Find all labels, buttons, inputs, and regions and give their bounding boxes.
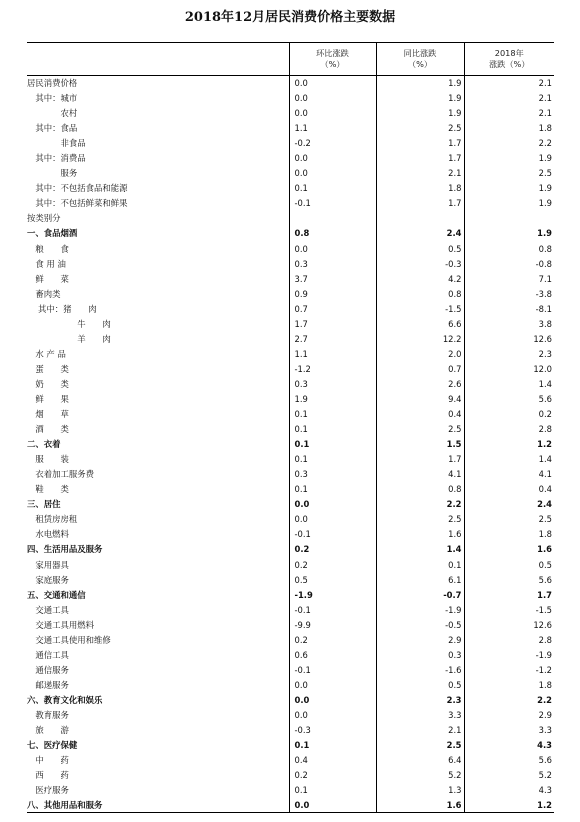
table-row — [27, 391, 554, 406]
year-value: 0.8 — [464, 241, 554, 256]
year-value: 5.2 — [464, 768, 554, 783]
mom-value: 0.0 — [289, 677, 376, 692]
yoy-value — [376, 211, 464, 226]
table-row — [27, 723, 554, 738]
row-label: 羊 肉 — [27, 333, 111, 344]
row-label: 服 装 — [27, 454, 69, 465]
yoy-value: 2.6 — [376, 376, 464, 391]
yoy-value: 5.2 — [376, 768, 464, 783]
table-row — [27, 497, 554, 512]
mom-value: 0.1 — [289, 181, 376, 196]
mom-value — [289, 211, 376, 226]
table-row — [27, 437, 554, 452]
year-value: 1.7 — [464, 587, 554, 602]
yoy-value: 2.5 — [376, 121, 464, 136]
mom-value: 1.1 — [289, 346, 376, 361]
page-title: 2018年12月居民消费价格主要数据 — [184, 10, 396, 25]
table-row — [27, 738, 554, 753]
year-value: 12.6 — [464, 617, 554, 632]
row-label: 按类别分 — [27, 213, 61, 224]
table-row — [27, 226, 554, 241]
mom-value: -1.9 — [289, 587, 376, 602]
table-row — [27, 422, 554, 437]
mom-value: 0.1 — [289, 422, 376, 437]
table-row — [27, 617, 554, 632]
mom-value: 0.3 — [289, 467, 376, 482]
row-label: 邮递服务 — [27, 679, 69, 690]
yoy-value: 0.8 — [376, 286, 464, 301]
yoy-value: 0.5 — [376, 241, 464, 256]
row-label: 家用器具 — [27, 559, 69, 570]
yoy-value: 0.4 — [376, 407, 464, 422]
mom-value: 2.7 — [289, 331, 376, 346]
table-row — [27, 768, 554, 783]
row-label: 其中：不包括食品和能源 — [27, 183, 128, 194]
cpi-table — [27, 42, 554, 813]
year-value: 7.1 — [464, 271, 554, 286]
year-value: 2.1 — [464, 76, 554, 91]
table-row — [27, 256, 554, 271]
row-label: 居民消费价格 — [27, 78, 78, 89]
mom-value: 0.1 — [289, 452, 376, 467]
year-value: 1.8 — [464, 527, 554, 542]
yoy-value: 2.2 — [376, 497, 464, 512]
mom-value: 0.0 — [289, 497, 376, 512]
mom-value: 3.7 — [289, 271, 376, 286]
year-value: 2.1 — [464, 91, 554, 106]
mom-value: 0.6 — [289, 647, 376, 662]
table-row — [27, 166, 554, 181]
header-year — [464, 43, 554, 76]
table-row — [27, 452, 554, 467]
yoy-value: 6.4 — [376, 753, 464, 768]
year-value: 5.6 — [464, 572, 554, 587]
yoy-value: 1.7 — [376, 196, 464, 211]
mom-value: 0.2 — [289, 768, 376, 783]
mom-value: 0.1 — [289, 407, 376, 422]
year-value: 1.8 — [464, 121, 554, 136]
row-label: 三、居住 — [27, 499, 61, 510]
row-label: 其中：城市 — [27, 93, 78, 104]
year-value: 4.3 — [464, 738, 554, 753]
row-label: 六、教育文化和娱乐 — [27, 694, 103, 705]
yoy-value: 2.5 — [376, 738, 464, 753]
yoy-value: 1.5 — [376, 437, 464, 452]
row-label: 其中：不包括鲜菜和鲜果 — [27, 198, 128, 209]
year-value: 1.9 — [464, 226, 554, 241]
mom-value: 1.7 — [289, 316, 376, 331]
row-label: 一、食品烟酒 — [27, 228, 78, 239]
header-mom-line1: 环比涨跌 — [316, 48, 349, 58]
mom-value: 0.0 — [289, 76, 376, 91]
yoy-value: 1.6 — [376, 798, 464, 813]
year-value: 0.2 — [464, 407, 554, 422]
yoy-value: 1.9 — [376, 91, 464, 106]
yoy-value: 3.3 — [376, 707, 464, 722]
table-row — [27, 527, 554, 542]
row-label: 畜肉类 — [27, 288, 61, 299]
header-blank — [27, 43, 289, 76]
row-label: 四、生活用品及服务 — [27, 544, 103, 555]
table-row — [27, 316, 554, 331]
mom-value: -9.9 — [289, 617, 376, 632]
yoy-value: 1.9 — [376, 76, 464, 91]
mom-value: 0.0 — [289, 241, 376, 256]
yoy-value: 4.2 — [376, 271, 464, 286]
table-row — [27, 482, 554, 497]
row-label: 通信服务 — [27, 664, 69, 675]
year-value: 1.4 — [464, 376, 554, 391]
yoy-value: 2.5 — [376, 512, 464, 527]
year-value: -1.5 — [464, 602, 554, 617]
year-value: 12.0 — [464, 361, 554, 376]
year-value: 2.9 — [464, 707, 554, 722]
row-label: 交通工具使用和维修 — [27, 634, 111, 645]
table-row — [27, 783, 554, 798]
table-row — [27, 542, 554, 557]
yoy-value: 1.7 — [376, 151, 464, 166]
yoy-value: 1.7 — [376, 136, 464, 151]
yoy-value: 1.4 — [376, 542, 464, 557]
year-value: 2.2 — [464, 692, 554, 707]
year-value: 2.5 — [464, 512, 554, 527]
mom-value: 0.1 — [289, 783, 376, 798]
mom-value: 0.0 — [289, 106, 376, 121]
mom-value: -0.2 — [289, 136, 376, 151]
table-row — [27, 407, 554, 422]
mom-value: 0.2 — [289, 557, 376, 572]
table-row — [27, 587, 554, 602]
yoy-value: 0.8 — [376, 482, 464, 497]
table-row — [27, 467, 554, 482]
yoy-value: 2.1 — [376, 166, 464, 181]
row-label: 奶 类 — [27, 378, 69, 389]
table-row — [27, 91, 554, 106]
row-label: 水 产 品 — [27, 348, 66, 359]
table-row — [27, 572, 554, 587]
row-label: 五、交通和通信 — [27, 589, 86, 600]
mom-value: -0.3 — [289, 723, 376, 738]
mom-value: 0.3 — [289, 376, 376, 391]
header-mom-line2: （%） — [320, 59, 345, 69]
mom-value: 0.2 — [289, 542, 376, 557]
row-label: 蛋 类 — [27, 363, 69, 374]
table-row — [27, 512, 554, 527]
table-row — [27, 346, 554, 361]
table-row — [27, 361, 554, 376]
table-row — [27, 271, 554, 286]
yoy-value: 1.7 — [376, 452, 464, 467]
year-value — [464, 211, 554, 226]
table-row — [27, 136, 554, 151]
year-value: 2.2 — [464, 136, 554, 151]
yoy-value: -0.3 — [376, 256, 464, 271]
table-row — [27, 301, 554, 316]
row-label: 粮 食 — [27, 243, 69, 254]
mom-value: 0.0 — [289, 692, 376, 707]
row-label: 中 药 — [27, 755, 69, 766]
year-value: -1.9 — [464, 647, 554, 662]
mom-value: 0.4 — [289, 753, 376, 768]
year-value: 1.8 — [464, 677, 554, 692]
yoy-value: -0.5 — [376, 617, 464, 632]
year-value: 3.3 — [464, 723, 554, 738]
year-value: 1.2 — [464, 798, 554, 813]
row-label: 教育服务 — [27, 709, 69, 720]
mom-value: 0.1 — [289, 482, 376, 497]
row-label: 七、医疗保健 — [27, 740, 78, 751]
year-value: 2.4 — [464, 497, 554, 512]
table-header-row — [27, 43, 554, 76]
yoy-value: 4.1 — [376, 467, 464, 482]
mom-value: 0.3 — [289, 256, 376, 271]
row-label: 鞋 类 — [27, 484, 69, 495]
mom-value: 0.7 — [289, 301, 376, 316]
mom-value: 0.8 — [289, 226, 376, 241]
mom-value: 0.0 — [289, 151, 376, 166]
yoy-value: 2.4 — [376, 226, 464, 241]
header-yoy — [376, 43, 464, 76]
year-value: 0.4 — [464, 482, 554, 497]
row-label: 服务 — [27, 168, 78, 179]
row-label: 食 用 油 — [27, 258, 66, 269]
row-label: 农村 — [27, 108, 78, 119]
yoy-value: 1.6 — [376, 527, 464, 542]
mom-value: 0.0 — [289, 512, 376, 527]
row-label: 烟 草 — [27, 409, 69, 420]
row-label: 家庭服务 — [27, 574, 69, 585]
table-row — [27, 798, 554, 813]
table-row — [27, 632, 554, 647]
row-label: 衣着加工服务费 — [27, 469, 94, 480]
mom-value: 0.2 — [289, 632, 376, 647]
table-row — [27, 211, 554, 226]
table-row — [27, 331, 554, 346]
table-row — [27, 602, 554, 617]
yoy-value: 0.1 — [376, 557, 464, 572]
table-row — [27, 151, 554, 166]
year-value: 5.6 — [464, 391, 554, 406]
mom-value: 0.0 — [289, 798, 376, 813]
yoy-value: 12.2 — [376, 331, 464, 346]
row-label: 通信工具 — [27, 649, 69, 660]
row-label: 八、其他用品和服务 — [27, 800, 103, 811]
yoy-value: 9.4 — [376, 391, 464, 406]
yoy-value: 2.1 — [376, 723, 464, 738]
year-value: 1.9 — [464, 196, 554, 211]
year-value: 4.1 — [464, 467, 554, 482]
table-body — [27, 76, 554, 813]
year-value: 0.5 — [464, 557, 554, 572]
yoy-value: 2.0 — [376, 346, 464, 361]
table-row — [27, 76, 554, 91]
mom-value: -0.1 — [289, 527, 376, 542]
year-value: -1.2 — [464, 662, 554, 677]
header-yoy-line2: （%） — [407, 59, 433, 69]
yoy-value: -1.9 — [376, 602, 464, 617]
year-value: 1.9 — [464, 151, 554, 166]
yoy-value: 1.8 — [376, 181, 464, 196]
row-label: 其中：食品 — [27, 123, 78, 134]
row-label: 酒 类 — [27, 424, 69, 435]
yoy-value: 2.5 — [376, 422, 464, 437]
yoy-value: 6.1 — [376, 572, 464, 587]
mom-value: -0.1 — [289, 196, 376, 211]
mom-value: 0.5 — [289, 572, 376, 587]
mom-value: 0.0 — [289, 91, 376, 106]
table-row — [27, 376, 554, 391]
table-row — [27, 181, 554, 196]
header-year-line1: 2018年 — [494, 48, 524, 58]
mom-value: 0.0 — [289, 166, 376, 181]
header-year-line2: 涨跌（%） — [488, 59, 530, 69]
row-label: 非食品 — [27, 138, 86, 149]
table-row — [27, 677, 554, 692]
mom-value: 0.0 — [289, 707, 376, 722]
row-label: 租赁房房租 — [27, 514, 78, 525]
mom-value: 0.1 — [289, 437, 376, 452]
year-value: 2.8 — [464, 422, 554, 437]
year-value: 4.3 — [464, 783, 554, 798]
table-row — [27, 241, 554, 256]
table-row — [27, 647, 554, 662]
yoy-value: 0.3 — [376, 647, 464, 662]
table-row — [27, 121, 554, 136]
yoy-value: 1.3 — [376, 783, 464, 798]
yoy-value: -1.6 — [376, 662, 464, 677]
table-row — [27, 662, 554, 677]
year-value: 1.2 — [464, 437, 554, 452]
table-row — [27, 286, 554, 301]
yoy-value: 1.9 — [376, 106, 464, 121]
year-value: 2.1 — [464, 106, 554, 121]
yoy-value: -0.7 — [376, 587, 464, 602]
yoy-value: 2.3 — [376, 692, 464, 707]
row-label: 牛 肉 — [27, 318, 111, 329]
table-row — [27, 557, 554, 572]
year-value: 1.4 — [464, 452, 554, 467]
year-value: 1.9 — [464, 181, 554, 196]
year-value: -3.8 — [464, 286, 554, 301]
year-value: 2.5 — [464, 166, 554, 181]
row-label: 交通工具 — [27, 604, 69, 615]
mom-value: 0.1 — [289, 738, 376, 753]
year-value: 1.6 — [464, 542, 554, 557]
row-label: 西 药 — [27, 770, 69, 781]
year-value: 2.8 — [464, 632, 554, 647]
year-value: 12.6 — [464, 331, 554, 346]
yoy-value: 0.7 — [376, 361, 464, 376]
row-label: 医疗服务 — [27, 785, 69, 796]
year-value: -8.1 — [464, 301, 554, 316]
year-value: 5.6 — [464, 753, 554, 768]
year-value: 2.3 — [464, 346, 554, 361]
yoy-value: 2.9 — [376, 632, 464, 647]
table-row — [27, 106, 554, 121]
row-label: 其中：猪 肉 — [27, 303, 97, 314]
row-label: 水电燃料 — [27, 529, 69, 540]
row-label: 交通工具用燃料 — [27, 619, 94, 630]
mom-value: 1.1 — [289, 121, 376, 136]
year-value: -0.8 — [464, 256, 554, 271]
row-label: 旅 游 — [27, 725, 69, 736]
table-row — [27, 692, 554, 707]
row-label: 鲜 果 — [27, 394, 69, 404]
mom-value: -0.1 — [289, 602, 376, 617]
header-mom — [289, 43, 376, 76]
yoy-value: 6.6 — [376, 316, 464, 331]
header-yoy-line1: 同比涨跌 — [403, 48, 437, 58]
yoy-value: 0.5 — [376, 677, 464, 692]
table-row — [27, 753, 554, 768]
table-row — [27, 707, 554, 722]
yoy-value: -1.5 — [376, 301, 464, 316]
mom-value: -0.1 — [289, 662, 376, 677]
row-label: 其中：消费品 — [27, 153, 86, 164]
mom-value: 1.9 — [289, 391, 376, 406]
table-row — [27, 196, 554, 211]
row-label: 鲜 菜 — [27, 273, 69, 284]
mom-value: 0.9 — [289, 286, 376, 301]
row-label: 二、衣着 — [27, 439, 61, 450]
mom-value: -1.2 — [289, 361, 376, 376]
year-value: 3.8 — [464, 316, 554, 331]
